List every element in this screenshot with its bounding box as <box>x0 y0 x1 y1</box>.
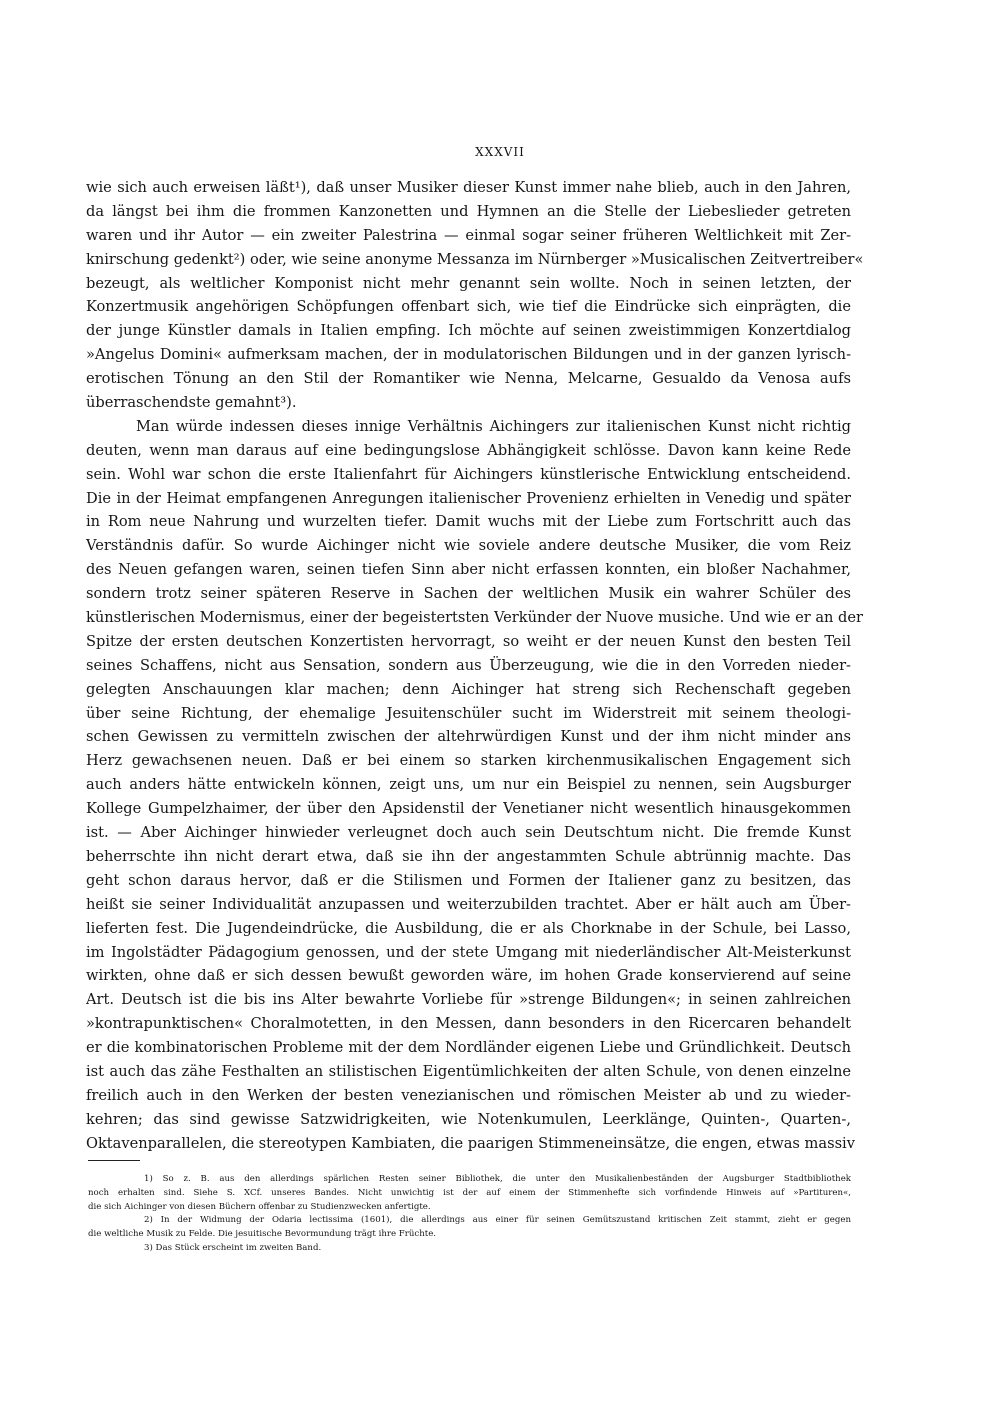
text-line: der junge Künstler damals in Italien empfing. Ich möchte auf seinen zweistimmigen Konzertdialog <box>86 322 851 340</box>
footnotes <box>88 1173 851 1256</box>
text-line: Art. Deutsch ist die bis ins Alter bewahrte Vorliebe für »strenge Bildungen«; in seinen zahlreichen <box>86 991 851 1009</box>
text-line: heißt sie seiner Individualität anzupassen und weiterzubilden trachtet. Aber er hält auch am Über- <box>86 895 851 913</box>
footnote-line: 2) In der Widmung der Odaria lectissima (1601), die allerdings aus einer für seinen Gemütszustand kritischen Zeit stammt, zieht er gegen <box>144 1215 851 1226</box>
text-line: Verständnis dafür. So wurde Aichinger nicht wie soviele andere deutsche Musiker, die vom Reiz <box>86 537 851 555</box>
footnote-line: 1) So z. B. aus den allerdings spärlichen Resten seiner Bibliothek, die unter den Musikalienbeständen der Augsburger Stadtbibliothek <box>144 1174 851 1184</box>
text-line: sondern trotz seiner späteren Reserve in Sachen der weltlichen Musik ein wahrer Schüler des <box>86 585 851 603</box>
text-line: deuten, wenn man daraus auf eine bedingungslose Abhängigkeit schlösse. Davon kann keine Rede <box>86 441 851 459</box>
footnote-line: die sich Aichinger von diesen Büchern offenbar zu Studienzwecken anfertigte. <box>88 1201 431 1212</box>
text-line: erotischen Tönung an den Stil der Romantiker wie Nenna, Melcarne, Gesualdo da Venosa aufs <box>86 370 851 388</box>
text-line: bezeugt, als weltlicher Komponist nicht mehr genannt sein wollte. Noch in seinen letzten, der <box>86 274 851 292</box>
text-line: schen Gewissen zu vermitteln zwischen der altehrwürdigen Kunst und der ihm nicht minder ans <box>86 728 851 746</box>
text-line: Konzertmusik angehörigen Schöpfungen offenbart sich, wie tief die Eindrücke sich einprägten, die <box>86 298 851 316</box>
text-line: im Ingolstädter Pädagogium genossen, und der stete Umgang mit niederländischer Alt-Meisterkunst <box>86 943 851 961</box>
footnote-line: noch erhalten sind. Siehe S. XCf. unseres Bandes. Nicht unwichtig ist der auf einem der Stimmenhefte sich vorfindende Hinweis auf »Partituren«, <box>88 1187 851 1198</box>
text-line: Herz gewachsenen neuen. Daß er bei einem so starken kirchenmusikalischen Engagement sich <box>86 752 851 770</box>
footnote-line: 3) Das Stück erscheint im zweiten Band. <box>144 1242 322 1253</box>
text-line: kehren; das sind gewisse Satzwidrigkeiten, wie Notenkumulen, Leerklänge, Quinten-, Quarten-, <box>86 1110 851 1128</box>
text-line: freilich auch in den Werken der besten venezianischen und römischen Meister ab und zu wieder- <box>86 1086 851 1104</box>
text-line: beherrschte ihn nicht derart etwa, daß sie ihn der angestammten Schule abtrünnig machte. Das <box>86 847 851 865</box>
text-line: über seine Richtung, der ehemalige Jesuitenschüler sucht im Widerstreit mit seinem theologi- <box>86 704 851 722</box>
text-line: Kollege Gumpelzhaimer, der über den Apsidenstil der Venetianer nicht wesentlich hinausgekommen <box>86 800 851 818</box>
text-line: Man würde indessen dieses innige Verhältnis Aichingers zur italienischen Kunst nicht richtig <box>136 417 851 435</box>
text-line: überraschendste gemahnt³). <box>86 394 297 412</box>
text-line: Oktavenparallelen, die stereotypen Kambiaten, die paarigen Stimmeneinsätze, die engen, etwas massiv <box>86 1134 855 1152</box>
text-line: er die kombinatorischen Probleme mit der dem Nordländer eigenen Liebe und Gründlichkeit. Deutsch <box>86 1039 851 1057</box>
text-line: wirkten, ohne daß er sich dessen bewußt geworden wäre, im hohen Grade konservierend auf seine <box>86 967 851 985</box>
text-line: gelegten Anschauungen klar machen; denn Aichinger hat streng sich Rechenschaft gegeben <box>86 680 851 698</box>
text-line: sein. Wohl war schon die erste Italienfahrt für Aichingers künstlerische Entwicklung entscheidend. <box>86 465 851 483</box>
text-line: künstlerischen Modernismus, einer der begeistertsten Verkünder der Nuove musiche. Und wie er an der <box>86 609 864 627</box>
text-line: knirschung gedenkt²) oder, wie seine anonyme Messanza im Nürnberger »Musicalischen Zeitvertreiber« <box>86 250 864 268</box>
footnote-separator <box>88 1160 140 1161</box>
text-line: geht schon daraus hervor, daß er die Stilismen und Formen der Italiener ganz zu besitzen, das <box>86 871 851 889</box>
text-line: »kontrapunktischen« Choralmotetten, in den Messen, dann besonders in den Ricercaren behandelt <box>86 1015 851 1033</box>
text-line: Spitze der ersten deutschen Konzertisten hervorragt, so weiht er der neuen Kunst den besten Teil <box>86 632 851 650</box>
text-line: ist auch das zähe Festhalten an stilistischen Eigentümlichkeiten der alten Schule, von denen einzelne <box>86 1062 851 1080</box>
text-line: lieferten fest. Die Jugendeindrücke, die Ausbildung, die er als Chorknabe in der Schule, bei Lasso, <box>86 919 851 937</box>
text-line: ist. — Aber Aichinger hinwieder verleugnet doch auch sein Deutschtum nicht. Die fremde Kunst <box>86 824 851 842</box>
text-line: auch anders hätte entwickeln können, zeigt uns, um nur ein Beispiel zu nennen, sein Augsburger <box>86 776 851 794</box>
text-line: seines Schaffens, nicht aus Sensation, sondern aus Überzeugung, wie die in den Vorreden nieder- <box>86 656 851 674</box>
text-line: waren und ihr Autor — ein zweiter Palestrina — einmal sogar seiner früheren Weltlichkeit mit Zer- <box>86 226 851 244</box>
text-line: da längst bei ihm die frommen Kanzonetten und Hymnen an die Stelle der Liebeslieder getreten <box>86 202 851 220</box>
text-line: wie sich auch erweisen läßt¹), daß unser Musiker dieser Kunst immer nahe blieb, auch in den Jahren, <box>86 179 851 196</box>
text-line: Die in der Heimat empfangenen Anregungen italienischer Provenienz erhielten in Venedig und später <box>86 489 851 507</box>
main-text <box>86 176 864 1179</box>
text-line: in Rom neue Nahrung und wurzelten tiefer. Damit wuchs mit der Liebe zum Fortschritt auch das <box>86 513 851 531</box>
text-line: »Angelus Domini« aufmerksam machen, der in modulatorischen Bildungen und in der ganzen lyrisch- <box>86 346 851 364</box>
footnote-line: die weltliche Musik zu Felde. Die jesuitische Bevormundung trägt ihre Früchte. <box>88 1229 437 1240</box>
page-number: XXXVII <box>475 145 525 159</box>
text-line: des Neuen gefangen waren, seinen tiefen Sinn aber nicht erfassen konnten, ein bloßer Nachahmer, <box>86 561 851 579</box>
